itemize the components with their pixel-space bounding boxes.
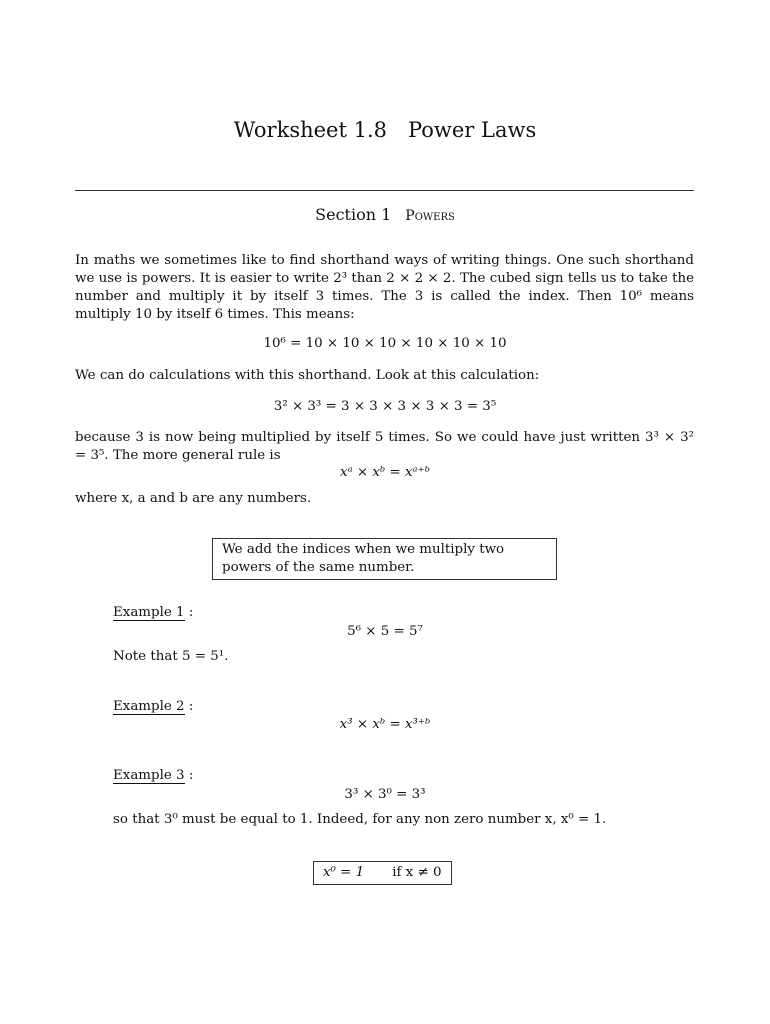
calc-intro-paragraph: We can do calculations with this shorthand. Look at this calculation: bbox=[75, 368, 540, 383]
page-title: Worksheet 1.8 Power Laws bbox=[233, 118, 537, 142]
example-2-equation: x³ × xᵇ = x³⁺ᵇ bbox=[339, 717, 431, 732]
example-colon: : bbox=[188, 768, 194, 783]
example-colon: : bbox=[188, 699, 194, 714]
equation-multiplication: 3² × 3³ = 3 × 3 × 3 × 3 × 3 = 3⁵ bbox=[273, 399, 497, 414]
final-rule-box bbox=[313, 861, 452, 885]
example-label: Example 3 bbox=[113, 768, 185, 783]
intro-paragraph: In maths we sometimes like to find shorthand ways of writing things. One such shorthand we use is powers. It is easier to write 2³ than 2 × 2 × 2. The cubed sign tells us to take the number and multiply it by itself 3 times. The 3 is called the index. Then 10⁶ means multiply 10 by itself 6 times. This means: bbox=[75, 253, 694, 322]
example-1-equation: 5⁶ × 5 = 5⁷ bbox=[347, 624, 423, 639]
because-paragraph: because 3 is now being multiplied by itself 5 times. So we could have just written 3³ × 3² = 3⁵. The more general rule is bbox=[75, 430, 694, 463]
example-label: Example 1 bbox=[113, 605, 185, 620]
where-paragraph: where x, a and b are any numbers. bbox=[75, 491, 312, 506]
equation-powers-of-ten: 10⁶ = 10 × 10 × 10 × 10 × 10 × 10 bbox=[263, 336, 507, 351]
example-colon: : bbox=[188, 605, 194, 620]
final-rule-condition: if x ≠ 0 bbox=[392, 865, 442, 880]
horizontal-rule bbox=[75, 190, 694, 191]
section-name: Powers bbox=[405, 208, 455, 224]
example-3-label bbox=[113, 768, 193, 783]
example-3-note: so that 3⁰ must be equal to 1. Indeed, for any non zero number x, x⁰ = 1. bbox=[113, 812, 607, 827]
example-2-label bbox=[113, 699, 193, 714]
section-number: Section 1 bbox=[315, 205, 392, 224]
rule-box: We add the indices when we multiply two powers of the same number. bbox=[212, 538, 557, 580]
equation-general-rule: xᵃ × xᵇ = xᵃ⁺ᵇ bbox=[340, 465, 430, 480]
example-1-note: Note that 5 = 5¹. bbox=[113, 649, 229, 664]
example-label: Example 2 bbox=[113, 699, 185, 714]
final-rule-equation: x⁰ = 1 bbox=[323, 865, 365, 880]
example-3-equation: 3³ × 3⁰ = 3³ bbox=[344, 787, 426, 802]
example-1-label bbox=[113, 605, 193, 620]
section-heading bbox=[0, 205, 770, 224]
